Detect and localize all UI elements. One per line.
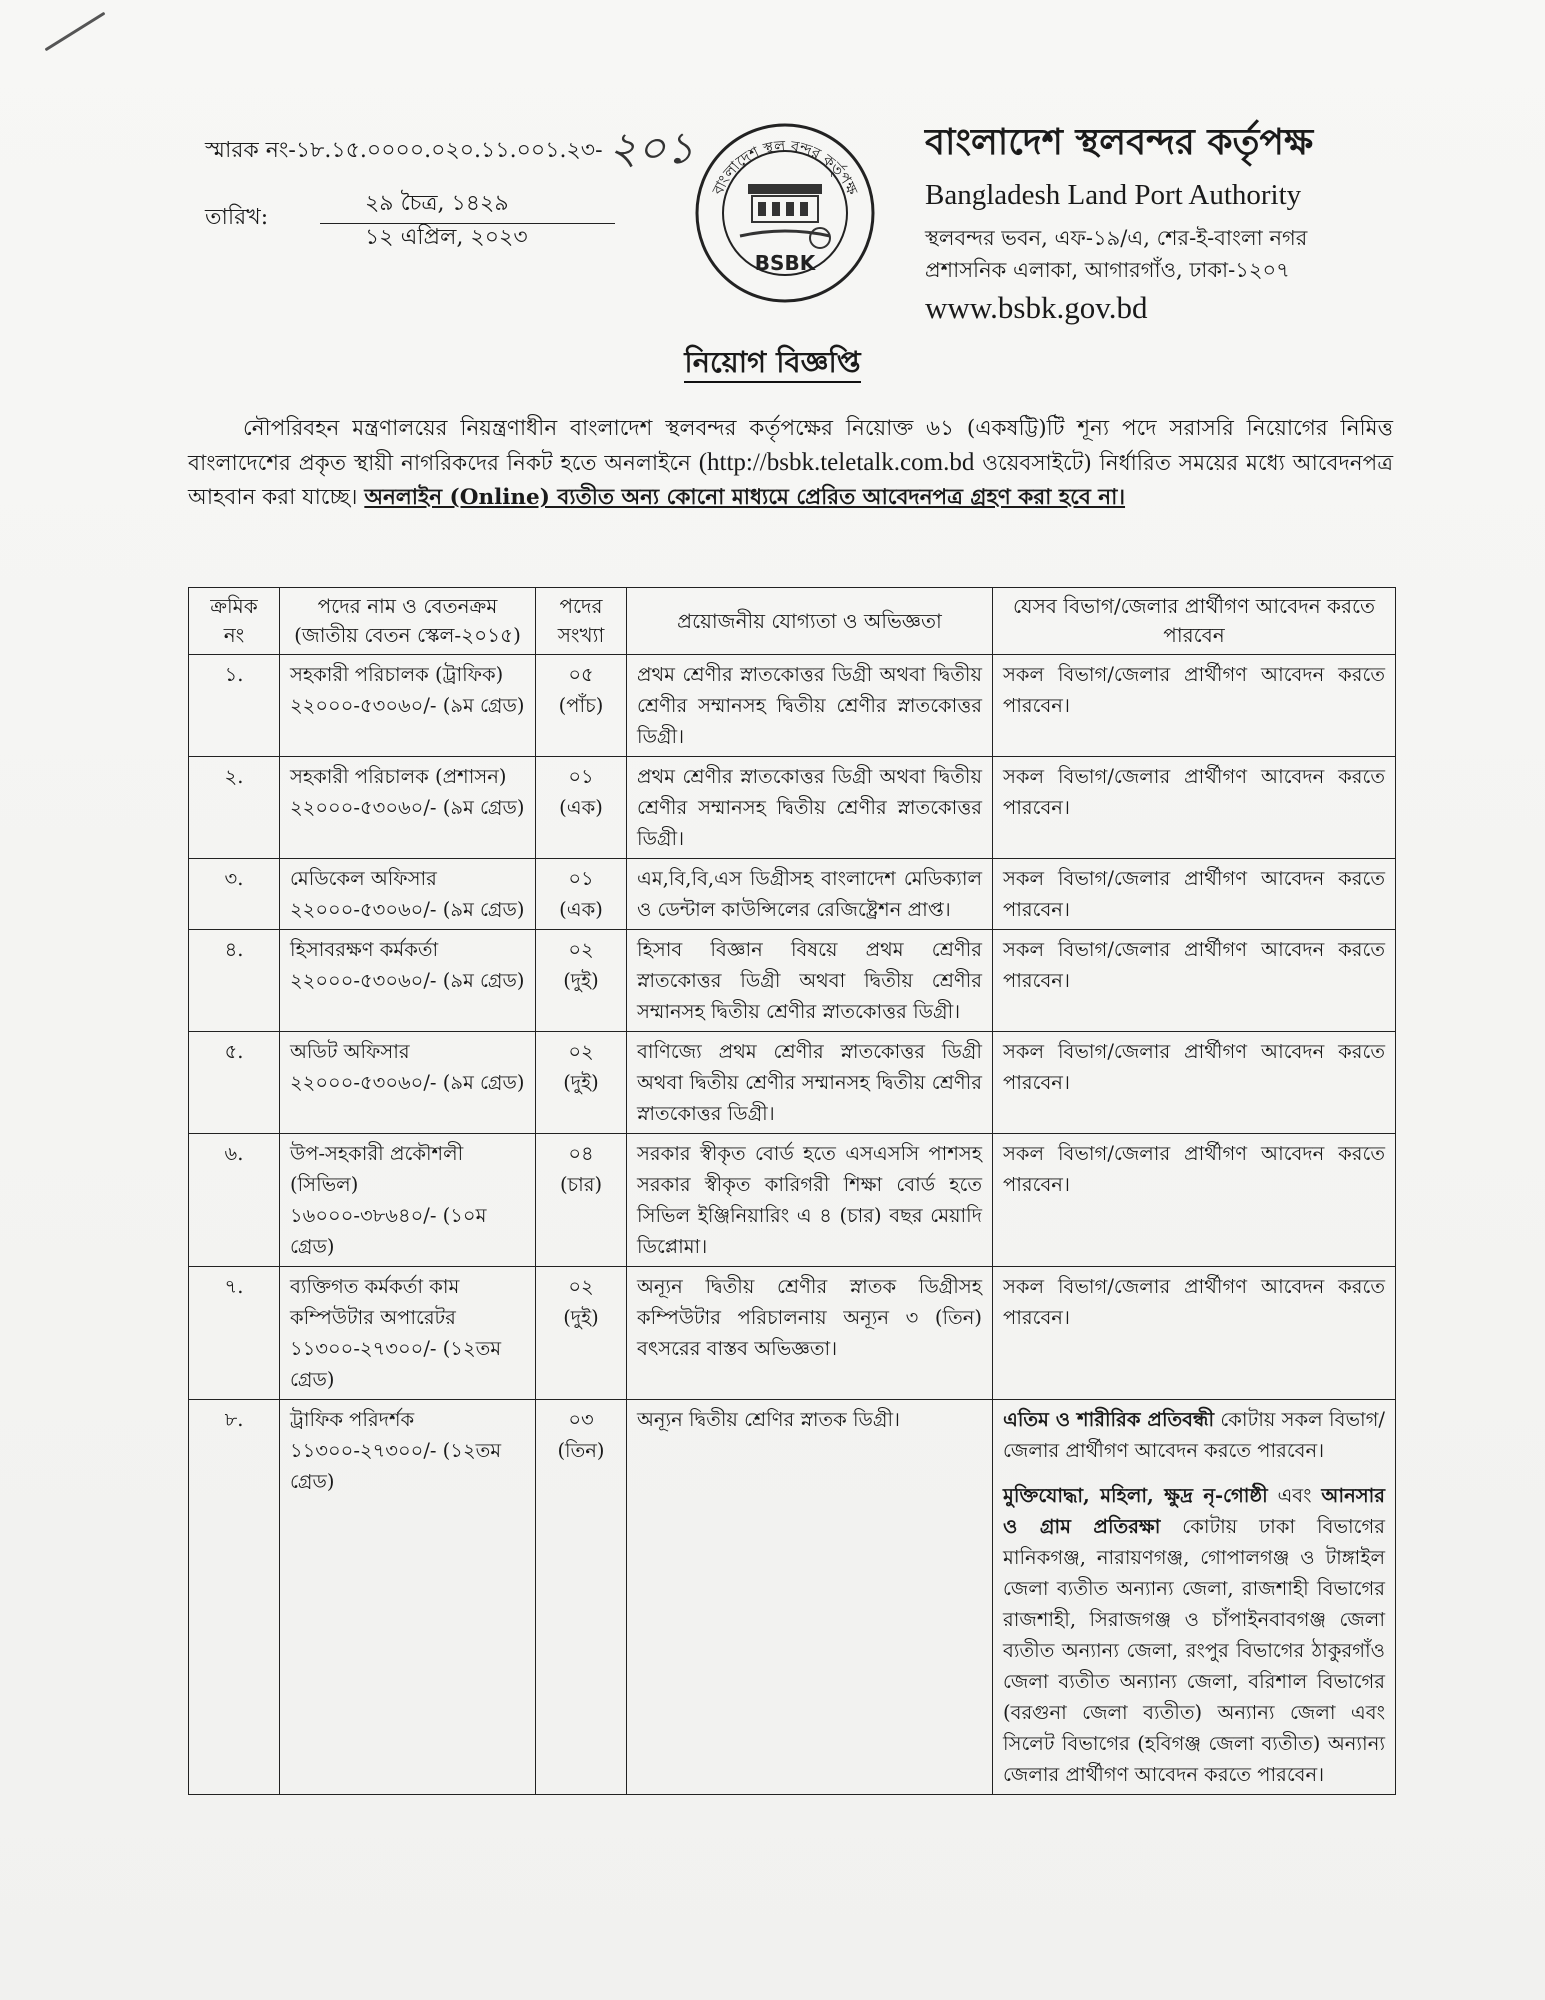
row-post [280,1134,536,1267]
pay-scale: ২২০০০-৫৩০৬০/- (৯ম গ্রেড) [290,898,525,921]
post-count: ০২ [568,1040,594,1063]
pay-scale: ১১৩০০-২৭৩০০/- (১২তম গ্রেড) [290,1439,502,1493]
post-count: ০২ [568,1275,594,1298]
org-name-english: Bangladesh Land Port Authority [925,179,1302,211]
bsbk-logo [690,118,880,308]
logo-ring-text: বাংলাদেশ স্থল বন্দর কর্তৃপক্ষ [708,136,862,198]
intro-paragraph [188,412,1393,515]
row-serial: ২. [189,757,280,859]
row-post [280,655,536,757]
row-post [280,1032,536,1134]
table-row [189,1267,1396,1400]
row-eligibility: সকল বিভাগ/জেলার প্রার্থীগণ আবেদন করতে পারবেন। [993,1134,1396,1267]
row-qualification: অন্যূন দ্বিতীয় শ্রেণীর স্নাতক ডিগ্রীসহ কম্পিউটার পরিচালনায় অন্যূন ৩ (তিন) বৎসরের বাস্তব অভিজ্ঞতা। [627,1267,993,1400]
row-serial: ১. [189,655,280,757]
eligibility-text-1: কোটায় সকল বিভাগ/জেলার প্রার্থীগণ আবেদন করতে পারবেন। [1003,1408,1385,1462]
post-count: ০৫ [568,663,594,686]
row-post [280,859,536,930]
intro-bold-note: অনলাইন (Online) ব্যতীত অন্য কোনো মাধ্যমে প্রেরিত আবেদনপত্র গ্রহণ করা হবে না। [364,485,1126,510]
row-qualification: প্রথম শ্রেণীর স্নাতকোত্তর ডিগ্রী অথবা দ্বিতীয় শ্রেণীর সম্মানসহ দ্বিতীয় শ্রেণীর স্নাতকোত্তর ডিগ্রী। [627,655,993,757]
row-eligibility [993,1400,1396,1795]
intro-text-1: নৌপরিবহন মন্ত্রণালয়ের নিয়ন্ত্রণাধীন বাংলাদেশ স্থলবন্দর কর্তৃপক্ষের নিয়োক্ত ৬১ (একষট্টি)টি শূন্য পদে সরাসরি নিয়োগের নিমিত্ত বাংলাদেশের প্রকৃত স্থায়ী নাগরিকদের নিকট হতে অনলাইনে [188,416,1393,476]
row-eligibility: সকল বিভাগ/জেলার প্রার্থীগণ আবেদন করতে পারবেন। [993,757,1396,859]
post-title: উপ-সহকারী প্রকৌশলী (সিভিল) [290,1142,464,1196]
organization-header [925,115,1313,326]
row-serial: ৫. [189,1032,280,1134]
org-name-bangla: বাংলাদেশ স্থলবন্দর কর্তৃপক্ষ [925,121,1314,163]
pay-scale: ২২০০০-৫৩০৬০/- (৯ম গ্রেড) [290,694,525,717]
row-count [536,1400,627,1795]
notice-title-text: নিয়োগ বিজ্ঞপ্তি [684,345,860,383]
row-serial: ৬. [189,1134,280,1267]
post-count-words: (দুই) [563,969,599,992]
row-serial: ৭. [189,1267,280,1400]
post-count-words: (এক) [559,796,603,819]
memo-handwritten-number: ২০১ [608,123,695,174]
post-count: ০১ [568,765,594,788]
row-count [536,1134,627,1267]
row-post [280,1400,536,1795]
row-count [536,859,627,930]
post-title: মেডিকেল অফিসার [290,867,437,890]
row-serial: ৮. [189,1400,280,1795]
memo-number [205,123,695,174]
post-title: হিসাবরক্ষণ কর্মকর্তা [290,938,439,961]
row-count [536,757,627,859]
date-label: তারিখ: [205,205,269,230]
pay-scale: ১৬০০০-৩৮৬৪০/- (১০ম গ্রেড) [290,1204,487,1258]
pay-scale: ২২০০০-৫৩০৬০/- (৯ম গ্রেড) [290,1071,525,1094]
post-count-words: (চার) [559,1173,603,1196]
eligibility-text-2: এবং [1267,1484,1322,1507]
table-row [189,930,1396,1032]
post-title: সহকারী পরিচালক (ট্রাফিক) [290,663,504,686]
header-count: পদের সংখ্যা [536,588,627,655]
pay-scale: ২২০০০-৫৩০৬০/- (৯ম গ্রেড) [290,796,525,819]
post-count-words: (দুই) [563,1071,599,1094]
eligibility-para-2 [1003,1480,1385,1790]
row-qualification: প্রথম শ্রেণীর স্নাতকোত্তর ডিগ্রী অথবা দ্বিতীয় শ্রেণীর সম্মানসহ দ্বিতীয় শ্রেণীর স্নাতকোত্তর ডিগ্রী। [627,757,993,859]
quota-orphan-disabled: এতিম ও শারীরিক প্রতিবন্ধী [1003,1408,1215,1431]
row-serial: ৪. [189,930,280,1032]
eligibility-para-1 [1003,1404,1385,1466]
post-title: ট্রাফিক পরিদর্শক [290,1408,415,1431]
row-qualification: এম,বি,বি,এস ডিগ্রীসহ বাংলাদেশ মেডিক্যাল ও ডেন্টাল কাউন্সিলের রেজিষ্ট্রেশন প্রাপ্ত। [627,859,993,930]
table-row [189,757,1396,859]
row-post [280,757,536,859]
posts-table [188,587,1396,1795]
date-bangla: ২৯ চৈত্র, ১৪২৯ [320,186,615,224]
header-eligibility: যেসব বিভাগ/জেলার প্রার্থীগণ আবেদন করতে পারবেন [993,588,1396,655]
logo-abbr: BSBK [754,251,816,275]
header-post: পদের নাম ও বেতনক্রম (জাতীয় বেতন স্কেল-২০১৫) [280,588,536,655]
row-eligibility: সকল বিভাগ/জেলার প্রার্থীগণ আবেদন করতে পারবেন। [993,655,1396,757]
row-serial: ৩. [189,859,280,930]
table-row [189,1134,1396,1267]
post-count-words: (পাঁচ) [558,694,604,717]
row-qualification: হিসাব বিজ্ঞান বিষয়ে প্রথম শ্রেণীর স্নাতকোত্তর ডিগ্রী অথবা দ্বিতীয় শ্রেণীর সম্মানসহ দ্বিতীয় শ্রেণীর স্নাতকোত্তর ডিগ্রী। [627,930,993,1032]
post-count-words: (তিন) [557,1439,605,1462]
pay-scale: ২২০০০-৫৩০৬০/- (৯ম গ্রেড) [290,969,525,992]
post-count-words: (দুই) [563,1306,599,1329]
post-count: ০৩ [568,1408,594,1431]
table-header-row [189,588,1396,655]
org-address-line2: প্রশাসনিক এলাকা, আগারগাঁও, ঢাকা-১২০৭ [925,258,1290,282]
intro-text-2: ওয়েবসাইটে) নির্ধারিত সময়ের মধ্যে আবেদনপত্র আহবান করা যাচ্ছে। [188,451,1393,510]
post-title: ব্যক্তিগত কর্মকর্তা কাম কম্পিউটার অপারেটর [290,1275,460,1329]
row-count [536,655,627,757]
post-count-words: (এক) [559,898,603,921]
header-serial: ক্রমিক নং [189,588,280,655]
date-english: ১২ এপ্রিল, ২০২৩ [365,225,528,250]
quota-ansar-vdp: আনসার ও গ্রাম প্রতিরক্ষা [1003,1484,1385,1538]
post-count: ০৪ [568,1142,594,1165]
row-qualification: বাণিজ্যে প্রথম শ্রেণীর স্নাতকোত্তর ডিগ্রী অথবা দ্বিতীয় শ্রেণীর সম্মানসহ দ্বিতীয় শ্রেণীর স্নাতকোত্তর ডিগ্রী। [627,1032,993,1134]
row-eligibility: সকল বিভাগ/জেলার প্রার্থীগণ আবেদন করতে পারবেন। [993,1267,1396,1400]
row-qualification: অন্যূন দ্বিতীয় শ্রেণির স্নাতক ডিগ্রী। [627,1400,993,1795]
notice-title [0,340,1545,389]
table-row [189,859,1396,930]
table-row [189,1032,1396,1134]
table-row [189,655,1396,757]
row-count [536,930,627,1032]
org-address-line1: স্থলবন্দর ভবন, এফ-১৯/এ, শের-ই-বাংলা নগর [925,226,1308,250]
quota-freedom-fighter-women-ethnic: মুক্তিযোদ্ধা, মহিলা, ক্ষুদ্র নৃ-গোষ্ঠী [1003,1484,1268,1507]
post-title: অডিট অফিসার [290,1040,410,1063]
header-qualification: প্রয়োজনীয় যোগ্যতা ও অভিজ্ঞতা [627,588,993,655]
row-eligibility: সকল বিভাগ/জেলার প্রার্থীগণ আবেদন করতে পারবেন। [993,859,1396,930]
post-count: ০১ [568,867,594,890]
pen-mark [45,12,106,52]
memo-prefix: স্মারক নং-১৮.১৫.০০০০.০২০.১১.০০১.২৩- [205,138,603,163]
row-count [536,1032,627,1134]
row-post [280,1267,536,1400]
post-count: ০২ [568,938,594,961]
pay-scale: ১১৩০০-২৭৩০০/- (১২তম গ্রেড) [290,1337,502,1391]
row-eligibility: সকল বিভাগ/জেলার প্রার্থীগণ আবেদন করতে পারবেন। [993,1032,1396,1134]
row-qualification: সরকার স্বীকৃত বোর্ড হতে এসএসসি পাশসহ সরকার স্বীকৃত কারিগরী শিক্ষা বোর্ড হতে সিভিল ইঞ্জিনিয়ারিং এ ৪ (চার) বছর মেয়াদি ডিপ্লোমা। [627,1134,993,1267]
post-title: সহকারী পরিচালক (প্রশাসন) [290,765,507,788]
row-count [536,1267,627,1400]
org-website[interactable]: www.bsbk.gov.bd [925,290,1148,325]
eligibility-text-3: কোটায় ঢাকা বিভাগের মানিকগঞ্জ, নারায়ণগঞ্জ, গোপালগঞ্জ ও টাঙ্গাইল জেলা ব্যতীত অন্যান্য জেলা, রাজশাহী বিভাগের রাজশাহী, সিরাজগঞ্জ ও চাঁপাইনবাবগঞ্জ জেলা ব্যতীত অন্যান্য জেলা, রংপুর বিভাগের ঠাকুরগাঁও জেলা ব্যতীত অন্যান্য জেলা, বরিশাল বিভাগের (বরগুনা জেলা ব্যতীত) অন্যান্য জেলা এবং সিলেট বিভাগের (হবিগঞ্জ জেলা ব্যতীত) অন্যান্য জেলার প্রার্থীগণ আবেদন করতে পারবেন। [1003,1515,1385,1786]
row-post [280,930,536,1032]
table-row [189,1400,1396,1795]
row-eligibility: সকল বিভাগ/জেলার প্রার্থীগণ আবেদন করতে পারবেন। [993,930,1396,1032]
apply-url[interactable]: (http://bsbk.teletalk.com.bd [698,449,975,476]
